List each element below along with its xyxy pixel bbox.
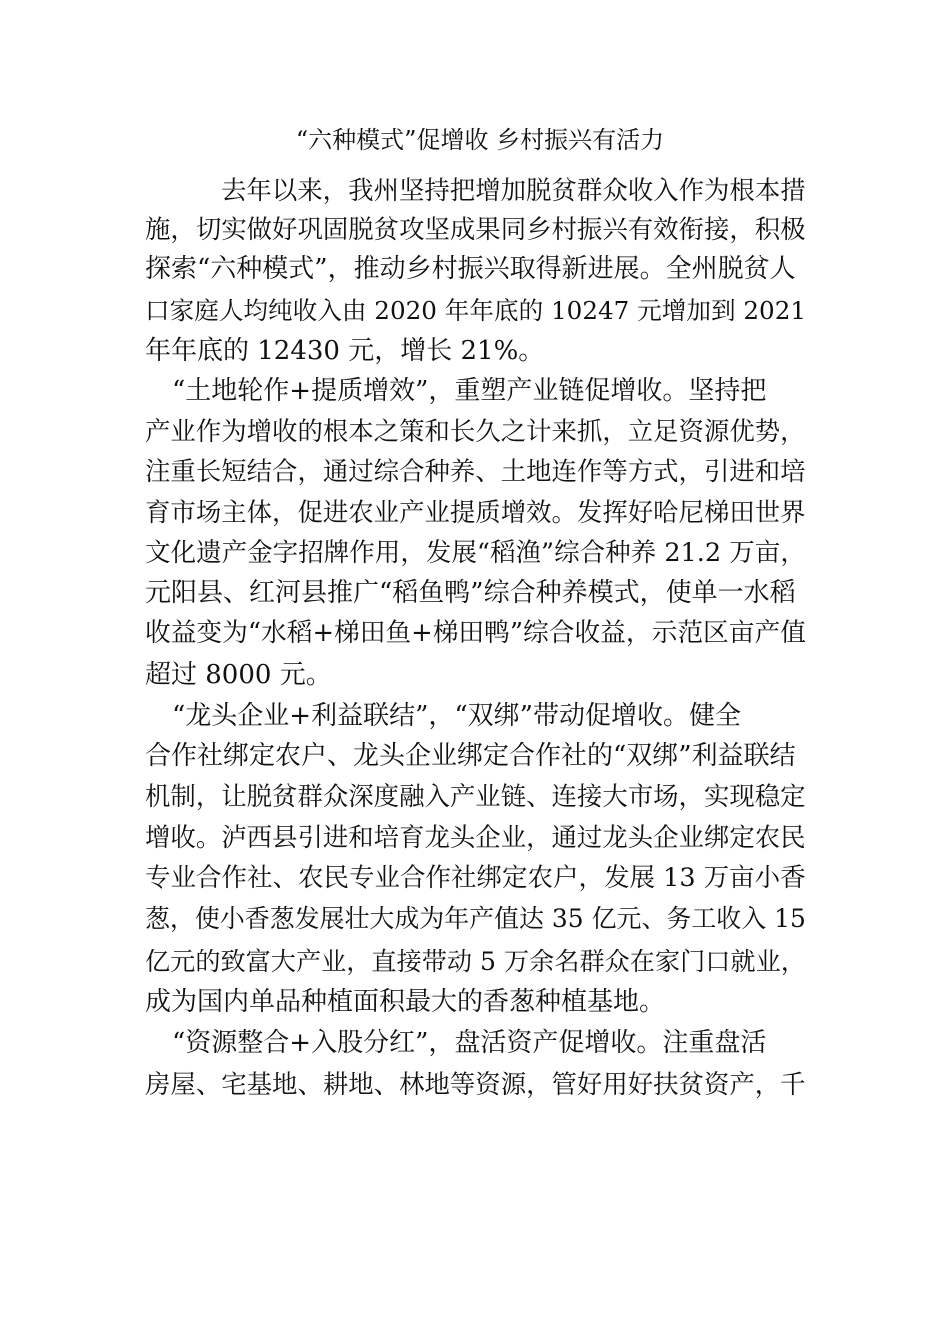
paragraph-line: 成为国内单品种植面积最大的香葱种植基地。 <box>145 987 666 1017</box>
paragraph-line: 房屋、宅基地、耕地、林地等资源，管好用好扶贫资产，千 <box>145 1069 806 1099</box>
paragraph-line: 产业作为增收的根本之策和长久之计来抓，立足资源优势， <box>145 416 806 446</box>
paragraph-line: 探索“六种模式”，推动乡村振兴取得新进展。全州脱贫人 <box>145 254 796 284</box>
paragraph-line: “龙头企业+利益联结”，“双绑”带动促增收。健全 <box>172 701 741 731</box>
paragraph-line: “资源整合+入股分红”，盘活资产促增收。注重盘活 <box>172 1028 767 1058</box>
paragraph-line: 专业合作社、农民专业合作社绑定农户，发展 13 万亩小香 <box>145 863 806 893</box>
paragraph-line: 口家庭人均纯收入由 2020 年年底的 10247 元增加到 2021 <box>145 296 807 325</box>
paragraph-line: 去年以来，我州坚持把增加脱贫群众收入作为根本措 <box>221 175 806 205</box>
paragraph-line: “土地轮作+提质增效”，重塑产业链促增收。坚持把 <box>172 376 767 406</box>
paragraph-line: 育市场主体，促进农业产业提质增效。发挥好哈尼梯田世界 <box>145 497 806 527</box>
paragraph-line: 收益变为“水稻+梯田鱼+梯田鸭”综合收益，示范区亩产值 <box>145 618 806 648</box>
paragraph-line: 施，切实做好巩固脱贫攻坚成果同乡村振兴有效衔接，积极 <box>145 214 806 244</box>
paragraph-line: 亿元的致富大产业，直接带动 5 万余名群众在家门口就业， <box>145 947 806 976</box>
paragraph-line: 合作社绑定农户、龙头企业绑定合作社的“双绑”利益联结 <box>145 741 796 771</box>
paragraph-line: 年年底的 12430 元，增长 21%。 <box>145 336 545 366</box>
paragraph-line: 注重长短结合，通过综合种养、土地连作等方式，引进和培 <box>145 456 806 486</box>
document-title: “六种模式”促增收 乡村振兴有活力 <box>295 126 665 154</box>
paragraph-line: 机制，让脱贫群众深度融入产业链、连接大市场，实现稳定 <box>145 781 806 811</box>
paragraph-line: 增收。泸西县引进和培育龙头企业，通过龙头企业绑定农民 <box>145 822 806 852</box>
paragraph-line: 文化遗产金字招牌作用，发展“稻渔”综合种养 21.2 万亩， <box>145 538 806 568</box>
paragraph-line: 葱，使小香葱发展壮大成为年产值达 35 亿元、务工收入 15 <box>145 904 806 933</box>
paragraph-line: 超过 8000 元。 <box>145 660 332 690</box>
paragraph-line: 元阳县、红河县推广“稻鱼鸭”综合种养模式，使单一水稻 <box>145 578 796 608</box>
